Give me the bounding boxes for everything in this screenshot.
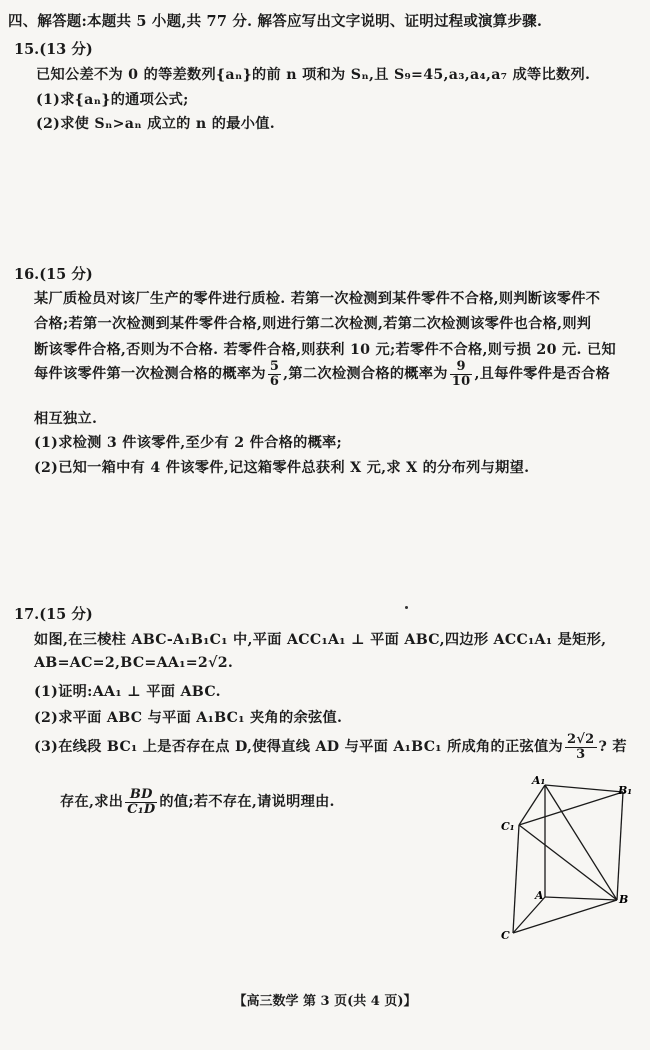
q17-part2: (2)求平面 ABC 与平面 A₁BC₁ 夹角的余弦值. <box>34 710 343 726</box>
fraction-numerator: 2√2 <box>566 732 595 747</box>
edge-AB <box>545 897 617 900</box>
q17-part3-text-b: ? 若 <box>598 739 627 756</box>
fraction-denominator: 10 <box>451 373 471 389</box>
fraction-numerator: 5 <box>269 359 280 374</box>
label-B: B <box>619 893 629 906</box>
q16-stem-line3: 断该零件合格,否则为不合格. 若零件合格,则获利 10 元;若零件不合格,则亏损 20 元. 已知 <box>34 342 616 358</box>
q16-line4-text-b: ,第二次检测合格的概率为 <box>283 366 448 383</box>
q16-stem-line4 <box>34 360 610 388</box>
section-title: 四、解答题:本题共 5 小题,共 77 分. 解答应写出文字说明、证明过程或演算步骤. <box>8 13 543 30</box>
q15-header: 15.(13 分) <box>14 41 93 58</box>
q16-header: 16.(15 分) <box>14 266 93 283</box>
prism-figure <box>495 770 635 950</box>
stray-dot <box>405 606 408 609</box>
label-B1: B₁ <box>618 784 633 797</box>
q17-part1: (1)证明:AA₁ ⊥ 平面 ABC. <box>34 684 221 700</box>
q15-part2: (2)求使 Sₙ>aₙ 成立的 n 的最小值. <box>36 116 275 132</box>
fraction-denominator: 6 <box>269 373 280 389</box>
edge-C1B <box>519 825 617 900</box>
q17-part3-text-c: 存在,求出 <box>60 794 124 811</box>
q16-stem-line2: 合格;若第一次检测到某件零件合格,则进行第二次检测,若第二次检测该零件也合格,则判 <box>34 316 592 332</box>
edge-A1B1 <box>545 785 623 792</box>
q16-stem-line5: 相互独立. <box>34 411 98 427</box>
fraction-BD-C1D <box>125 788 157 816</box>
label-A: A <box>535 889 544 902</box>
edge-B1B <box>617 792 623 900</box>
q15-stem: 已知公差不为 0 的等差数列{aₙ}的前 n 项和为 Sₙ,且 S₉=45,a₃,a₄,a₇ 成等比数列. <box>36 67 591 83</box>
q17-part3-line1 <box>34 733 627 761</box>
edge-C1A1 <box>519 785 545 825</box>
fraction-9-10 <box>450 360 473 388</box>
page-footer: 【高三数学 第 3 页(共 4 页)】 <box>233 994 417 1009</box>
q17-stem-line2: AB=AC=2,BC=AA₁=2√2. <box>34 655 234 671</box>
q16-part2: (2)已知一箱中有 4 件该零件,记这箱零件总获利 X 元,求 X 的分布列与期望. <box>34 460 530 476</box>
fraction-2root2-3 <box>565 733 597 761</box>
q17-header: 17.(15 分) <box>14 606 93 623</box>
q16-stem-line1: 某厂质检员对该厂生产的零件进行质检. 若第一次检测到某件零件不合格,则判断该零件不 <box>34 291 601 307</box>
edge-CB <box>513 900 617 933</box>
edge-C1B1 <box>519 792 623 825</box>
fraction-5-6 <box>268 360 281 388</box>
q17-part3-line2 <box>60 788 335 816</box>
q16-line4-text-c: ,且每件零件是否合格 <box>474 366 611 383</box>
label-A1: A₁ <box>532 774 546 787</box>
fraction-numerator: 9 <box>450 360 473 375</box>
edge-C1C <box>513 825 519 933</box>
fraction-numerator: BD <box>125 788 157 803</box>
edge-A1B <box>545 785 617 900</box>
fraction-denominator: 3 <box>576 746 586 762</box>
q17-part3-text-d: 的值;若不存在,请说明理由. <box>159 794 335 811</box>
q16-part1: (1)求检测 3 件该零件,至少有 2 件合格的概率; <box>34 435 343 451</box>
label-C1: C₁ <box>501 820 515 833</box>
q16-line4-text-a: 每件该零件第一次检测合格的概率为 <box>34 366 266 383</box>
q15-part1: (1)求{aₙ}的通项公式; <box>36 92 189 108</box>
q17-stem-line1: 如图,在三棱柱 ABC-A₁B₁C₁ 中,平面 ACC₁A₁ ⊥ 平面 ABC,四边形 ACC₁A₁ 是矩形, <box>34 632 607 648</box>
q17-part3-text-a: (3)在线段 BC₁ 上是否存在点 D,使得直线 AD 与平面 A₁BC₁ 所成角的正弦值为 <box>34 739 563 756</box>
fraction-denominator: C₁D <box>127 801 156 817</box>
label-C: C <box>501 929 510 942</box>
